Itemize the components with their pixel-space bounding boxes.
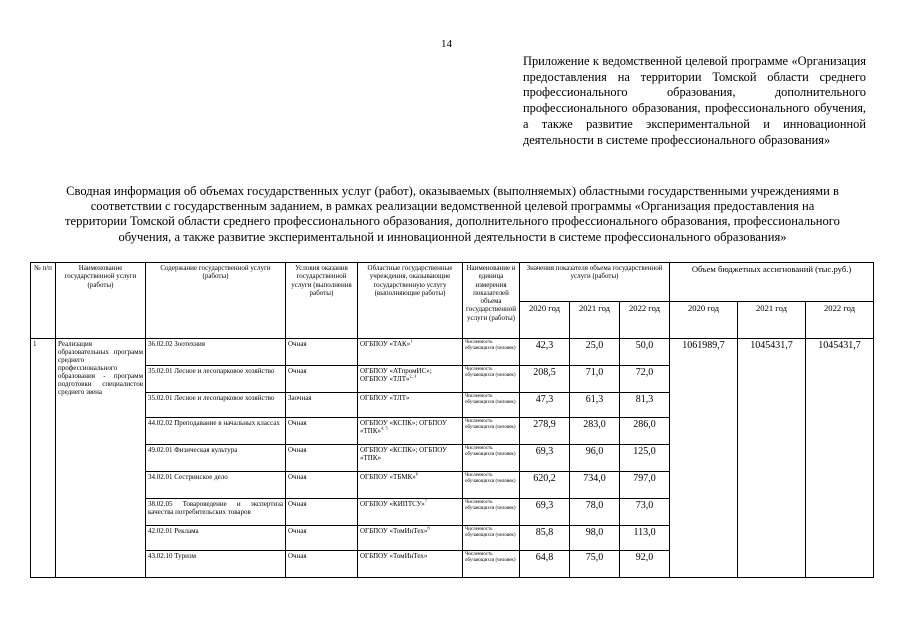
- row-content: 42.02.01 Реклама: [146, 526, 286, 551]
- value-2022: 286,0: [620, 418, 670, 445]
- value-2022: 73,0: [620, 499, 670, 526]
- row-content: 43.02.10 Туризм: [146, 551, 286, 578]
- row-institution: ОГБПОУ «ТЛТ»: [358, 393, 463, 418]
- row-content: 36.02.02 Зоотехния: [146, 339, 286, 366]
- budget-2020: 1061989,7: [670, 339, 738, 578]
- header-budget-year-2020: 2020 год: [670, 302, 738, 339]
- row-indicator: Численность обучающихся (человек): [463, 526, 520, 551]
- value-2021: 283,0: [570, 418, 620, 445]
- row-indicator: Численность обучающихся (человек): [463, 472, 520, 499]
- value-2022: 81,3: [620, 393, 670, 418]
- header-budget: Объем бюджетных ассигнований (тыс.руб.): [670, 263, 874, 302]
- header-indicator: Наименование и единица измерения показателей объема государственной услуги (работы): [463, 263, 520, 339]
- footnote-mark: 7: [424, 498, 427, 504]
- header-conditions: Условия оказания государственной услуги (выполнения работы): [286, 263, 358, 339]
- row-condition: Очная: [286, 526, 358, 551]
- row-institution: ОГБПОУ «ТАК»$^1$: [358, 339, 463, 366]
- row-content: 35.02.01 Лесное и лесопарковое хозяйство: [146, 393, 286, 418]
- row-indicator: Численность обучающихся (человек): [463, 418, 520, 445]
- footnote-mark: 8: [427, 525, 430, 531]
- page-number: 14: [441, 38, 452, 50]
- value-2020: 208,5: [520, 366, 570, 393]
- row-institution: ОГБПОУ «КИПТСУ»$^7$: [358, 499, 463, 526]
- row-institution: ОГБПОУ «АТпромИС»; ОГБПОУ «ТЛТ»$^{2, 3}$: [358, 366, 463, 393]
- header-service-name: Наименование государственной услуги (работы): [56, 263, 146, 339]
- header-year-2021: 2021 год: [570, 302, 620, 339]
- value-2021: 71,0: [570, 366, 620, 393]
- row-indicator: Численность обучающихся (человек): [463, 366, 520, 393]
- row-institution: ОГБПОУ «ТомИнТех»: [358, 551, 463, 578]
- row-condition: Очная: [286, 499, 358, 526]
- value-2021: 78,0: [570, 499, 620, 526]
- header-num: № п/п: [31, 263, 56, 339]
- document-title: Сводная информация об объемах государственных услуг (работ), оказываемых (выполняемых) областными государственными учреждениями в соответствии с государственным заданием, в рамках реализации ведомственной целевой программы «Организация предоставления на территории Томской области среднего профессионального образования, дополнительного профессионального образования, профессионального обучения, а также развитие экспериментальной и инновационной деятельности в системе профессионального образования»: [65, 184, 840, 244]
- value-2020: 69,3: [520, 445, 570, 472]
- footnote-mark: 2, 3: [409, 373, 417, 379]
- header-volume-values: Значения показателя объема государственной услуги (работы): [520, 263, 670, 302]
- row-content: 44.02.02 Преподавание в начальных классах: [146, 418, 286, 445]
- services-table: [30, 262, 874, 578]
- value-2022: 797,0: [620, 472, 670, 499]
- header-year-2020: 2020 год: [520, 302, 570, 339]
- value-2021: 734,0: [570, 472, 620, 499]
- row-content: 49.02.01 Физическая культура: [146, 445, 286, 472]
- value-2020: 278,9: [520, 418, 570, 445]
- row-condition: Очная: [286, 339, 358, 366]
- footnote-mark: 1: [410, 338, 413, 344]
- row-content: 38.02.05 Товароведение и экспертиза качества потребительских товаров: [146, 499, 286, 526]
- value-2020: 85,8: [520, 526, 570, 551]
- row-condition: Очная: [286, 445, 358, 472]
- value-2022: 113,0: [620, 526, 670, 551]
- service-name: Реализация образовательных программ среднего профессионального образования - программ подготовки специалистов среднего звена: [56, 339, 146, 578]
- header-content: Содержание государственной услуги (работы): [146, 263, 286, 339]
- row-institution: ОГБПОУ «ТБМК»$^6$: [358, 472, 463, 499]
- value-2020: 47,3: [520, 393, 570, 418]
- value-2022: 92,0: [620, 551, 670, 578]
- row-condition: Очная: [286, 366, 358, 393]
- value-2020: 64,8: [520, 551, 570, 578]
- value-2020: 69,3: [520, 499, 570, 526]
- header-budget-year-2021: 2021 год: [738, 302, 806, 339]
- appendix-note: Приложение к ведомственной целевой программе «Организация предоставления на территории Томской области среднего профессионального образования, дополнительного профессионального образования, профессионального обучения, а также развитие экспериментальной и инновационной деятельности в системе профессионального образования»: [523, 54, 866, 147]
- table-row: [31, 339, 874, 366]
- row-content: 35.02.01 Лесное и лесопарковое хозяйство: [146, 366, 286, 393]
- row-institution: ОГБПОУ «ТомИнТех»$^8$: [358, 526, 463, 551]
- row-condition: Очная: [286, 418, 358, 445]
- value-2020: 620,2: [520, 472, 570, 499]
- row-indicator: Численность обучающихся (человек): [463, 393, 520, 418]
- budget-2022: 1045431,7: [806, 339, 874, 578]
- header-budget-year-2022: 2022 год: [806, 302, 874, 339]
- value-2021: 75,0: [570, 551, 620, 578]
- value-2021: 25,0: [570, 339, 620, 366]
- row-indicator: Численность обучающихся (человек): [463, 499, 520, 526]
- footnote-mark: 6: [415, 471, 418, 477]
- budget-2021: 1045431,7: [738, 339, 806, 578]
- value-2021: 98,0: [570, 526, 620, 551]
- service-num: 1: [31, 339, 56, 578]
- value-2020: 42,3: [520, 339, 570, 366]
- row-institution: ОГБПОУ «КСПК»; ОГБПОУ «ТПК»$^{4, 5}$: [358, 418, 463, 445]
- value-2022: 50,0: [620, 339, 670, 366]
- row-condition: Заочная: [286, 393, 358, 418]
- row-indicator: Численность обучающихся (человек): [463, 339, 520, 366]
- value-2021: 61,3: [570, 393, 620, 418]
- row-condition: Очная: [286, 472, 358, 499]
- row-indicator: Численность обучающихся (человек): [463, 551, 520, 578]
- value-2022: 125,0: [620, 445, 670, 472]
- row-indicator: Численность обучающихся (человек): [463, 445, 520, 472]
- row-condition: Очная: [286, 551, 358, 578]
- header-institutions: Областные государственные учреждения, оказывающие государственную услугу (выполняющие работы): [358, 263, 463, 339]
- row-institution: ОГБПОУ «КСПК»; ОГБПОУ «ТПК»: [358, 445, 463, 472]
- footnote-mark: 4, 5: [381, 425, 388, 431]
- value-2022: 72,0: [620, 366, 670, 393]
- header-year-2022: 2022 год: [620, 302, 670, 339]
- row-content: 34.02.01 Сестринское дело: [146, 472, 286, 499]
- value-2021: 96,0: [570, 445, 620, 472]
